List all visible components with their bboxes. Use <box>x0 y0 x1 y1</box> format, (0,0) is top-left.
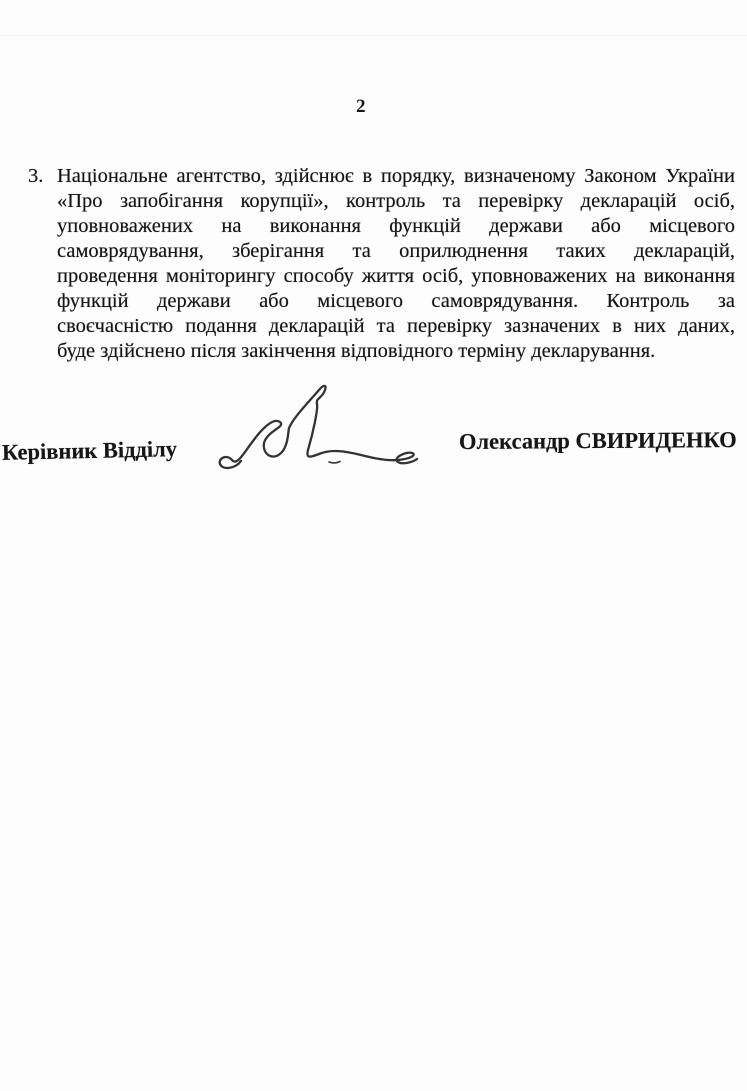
page-number: 2 <box>356 96 366 117</box>
paragraph-item-3 <box>28 164 735 364</box>
paragraph-line: функцій держави або місцевого самоврядування. Контроль за <box>57 290 735 312</box>
handwritten-signature-icon <box>203 381 423 481</box>
signatory-name: Олександр СВИРИДЕНКО <box>458 427 737 454</box>
paragraph-text <box>57 164 735 364</box>
paragraph-line: своєчасністю подання декларацій та перевірку зазначених в них даних, <box>57 315 735 337</box>
paragraph-line: буде здійснено після закінчення відповідного терміну декларування. <box>57 340 656 362</box>
paragraph-line: самоврядування, зберігання та оприлюднення таких декларацій, <box>57 240 735 262</box>
paragraph-line: «Про запобігання корупції», контроль та перевірку декларацій осіб, <box>57 190 735 212</box>
paragraph-line: проведення моніторингу способу життя осіб, уповноважених на виконання <box>57 265 735 287</box>
signature-block <box>0 380 747 485</box>
paragraph-line: уповноважених на виконання функцій держави або місцевого <box>57 215 735 237</box>
scan-artifact-line <box>0 35 747 36</box>
signer-position-title: Керівник Відділу <box>1 436 178 465</box>
list-item-number: 3. <box>28 165 44 187</box>
paragraph-line: Національне агентство, здійснює в порядку, визначеному Законом України <box>57 165 735 187</box>
